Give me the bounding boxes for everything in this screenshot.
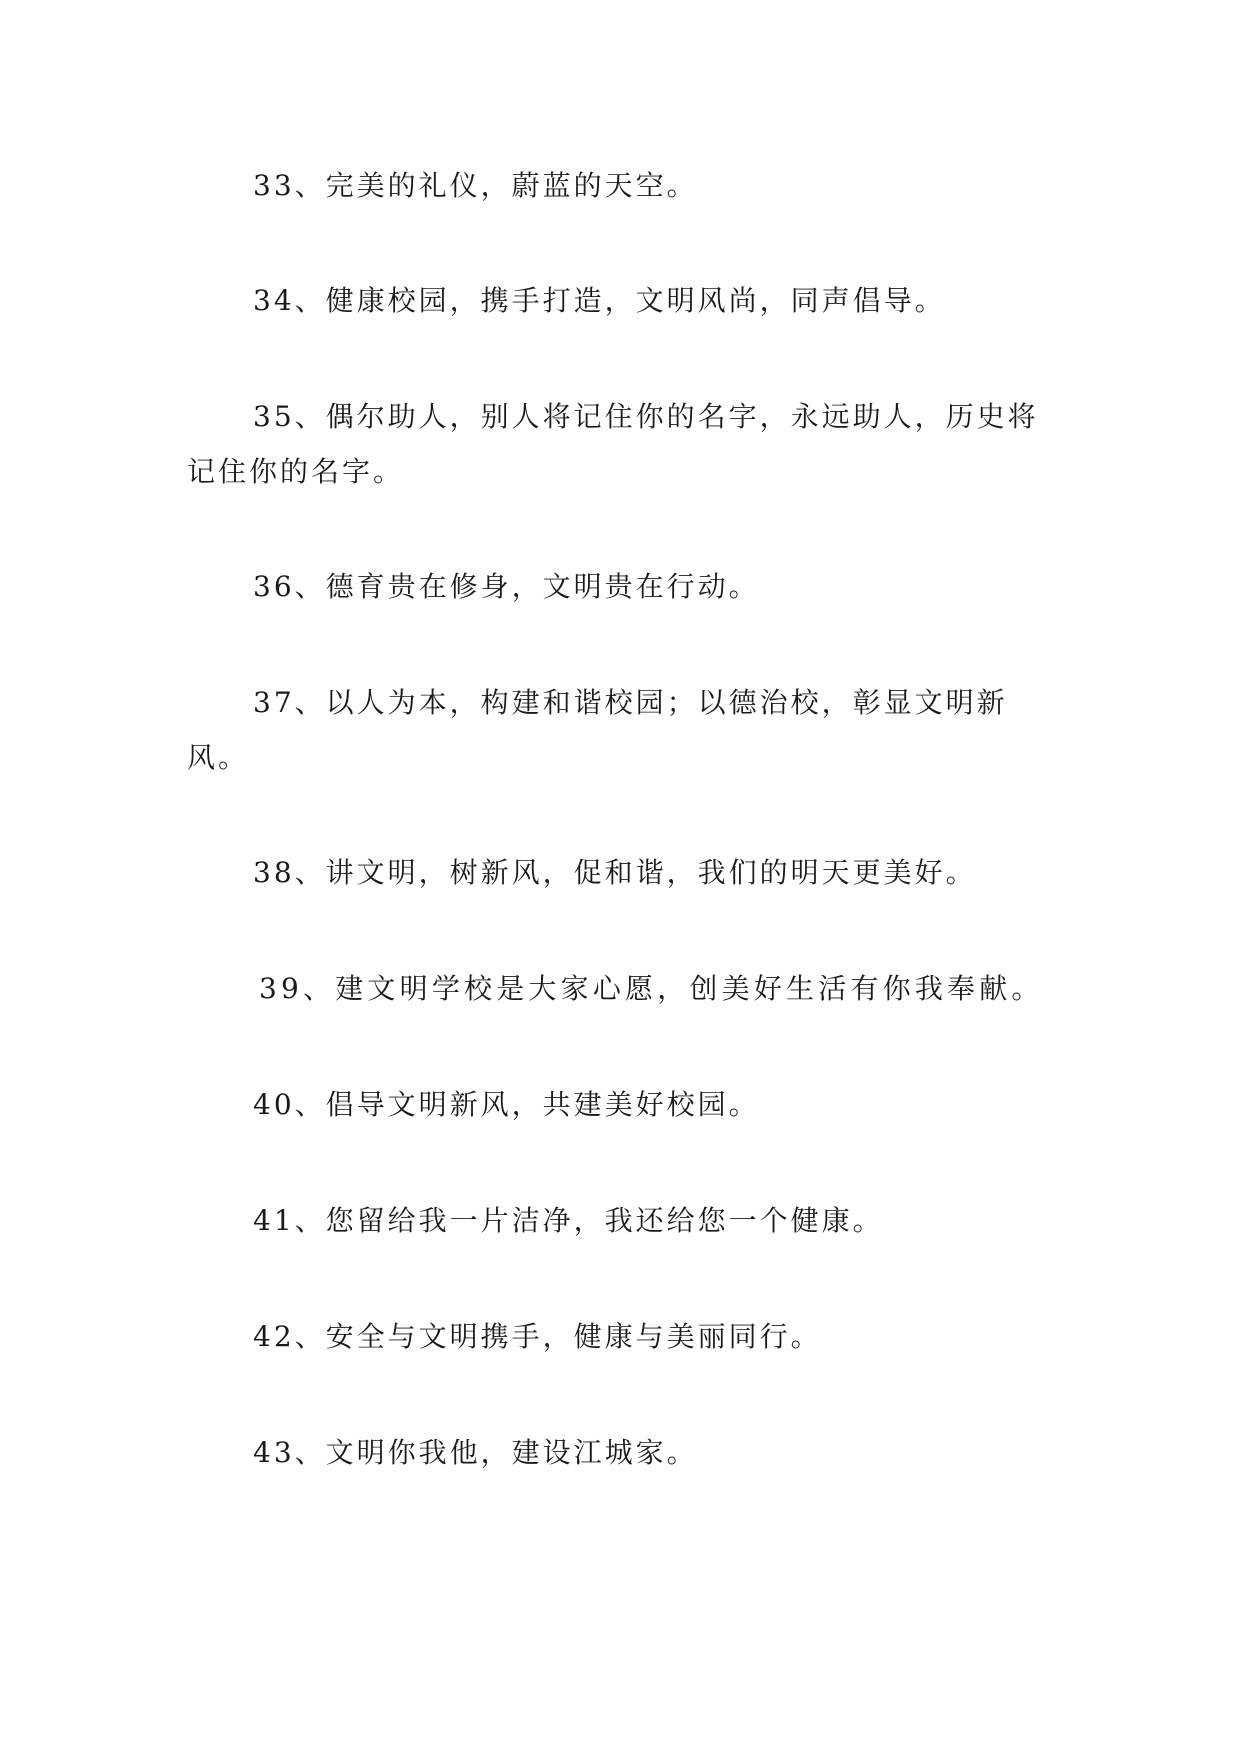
slogan-41: 41、您留给我一片洁净，我还给您一个健康。 — [253, 1204, 884, 1237]
slogan-38: 38、讲文明，树新风，促和谐，我们的明天更美好。 — [253, 856, 977, 889]
slogan-34: 34、健康校园，携手打造，文明风尚，同声倡导。 — [253, 284, 946, 317]
slogan-35: 35、偶尔助人，别人将记住你的名字，永远助人，历史将记住你的名字。 — [187, 400, 1039, 488]
slogan-37: 37、以人为本，构建和谐校园；以德治校，彰显文明新风。 — [187, 686, 1008, 774]
slogan-39: 39、建文明学校是大家心愿，创美好生活有你我奉献。 — [259, 972, 1044, 1005]
slogan-33: 33、完美的礼仪，蔚蓝的天空。 — [253, 169, 698, 202]
slogan-43: 43、文明你我他，建设江城家。 — [253, 1436, 698, 1469]
slogan-36: 36、德育贵在修身，文明贵在行动。 — [253, 570, 760, 603]
slogan-40: 40、倡导文明新风，共建美好校园。 — [253, 1088, 760, 1121]
slogan-42: 42、安全与文明携手，健康与美丽同行。 — [253, 1320, 822, 1353]
